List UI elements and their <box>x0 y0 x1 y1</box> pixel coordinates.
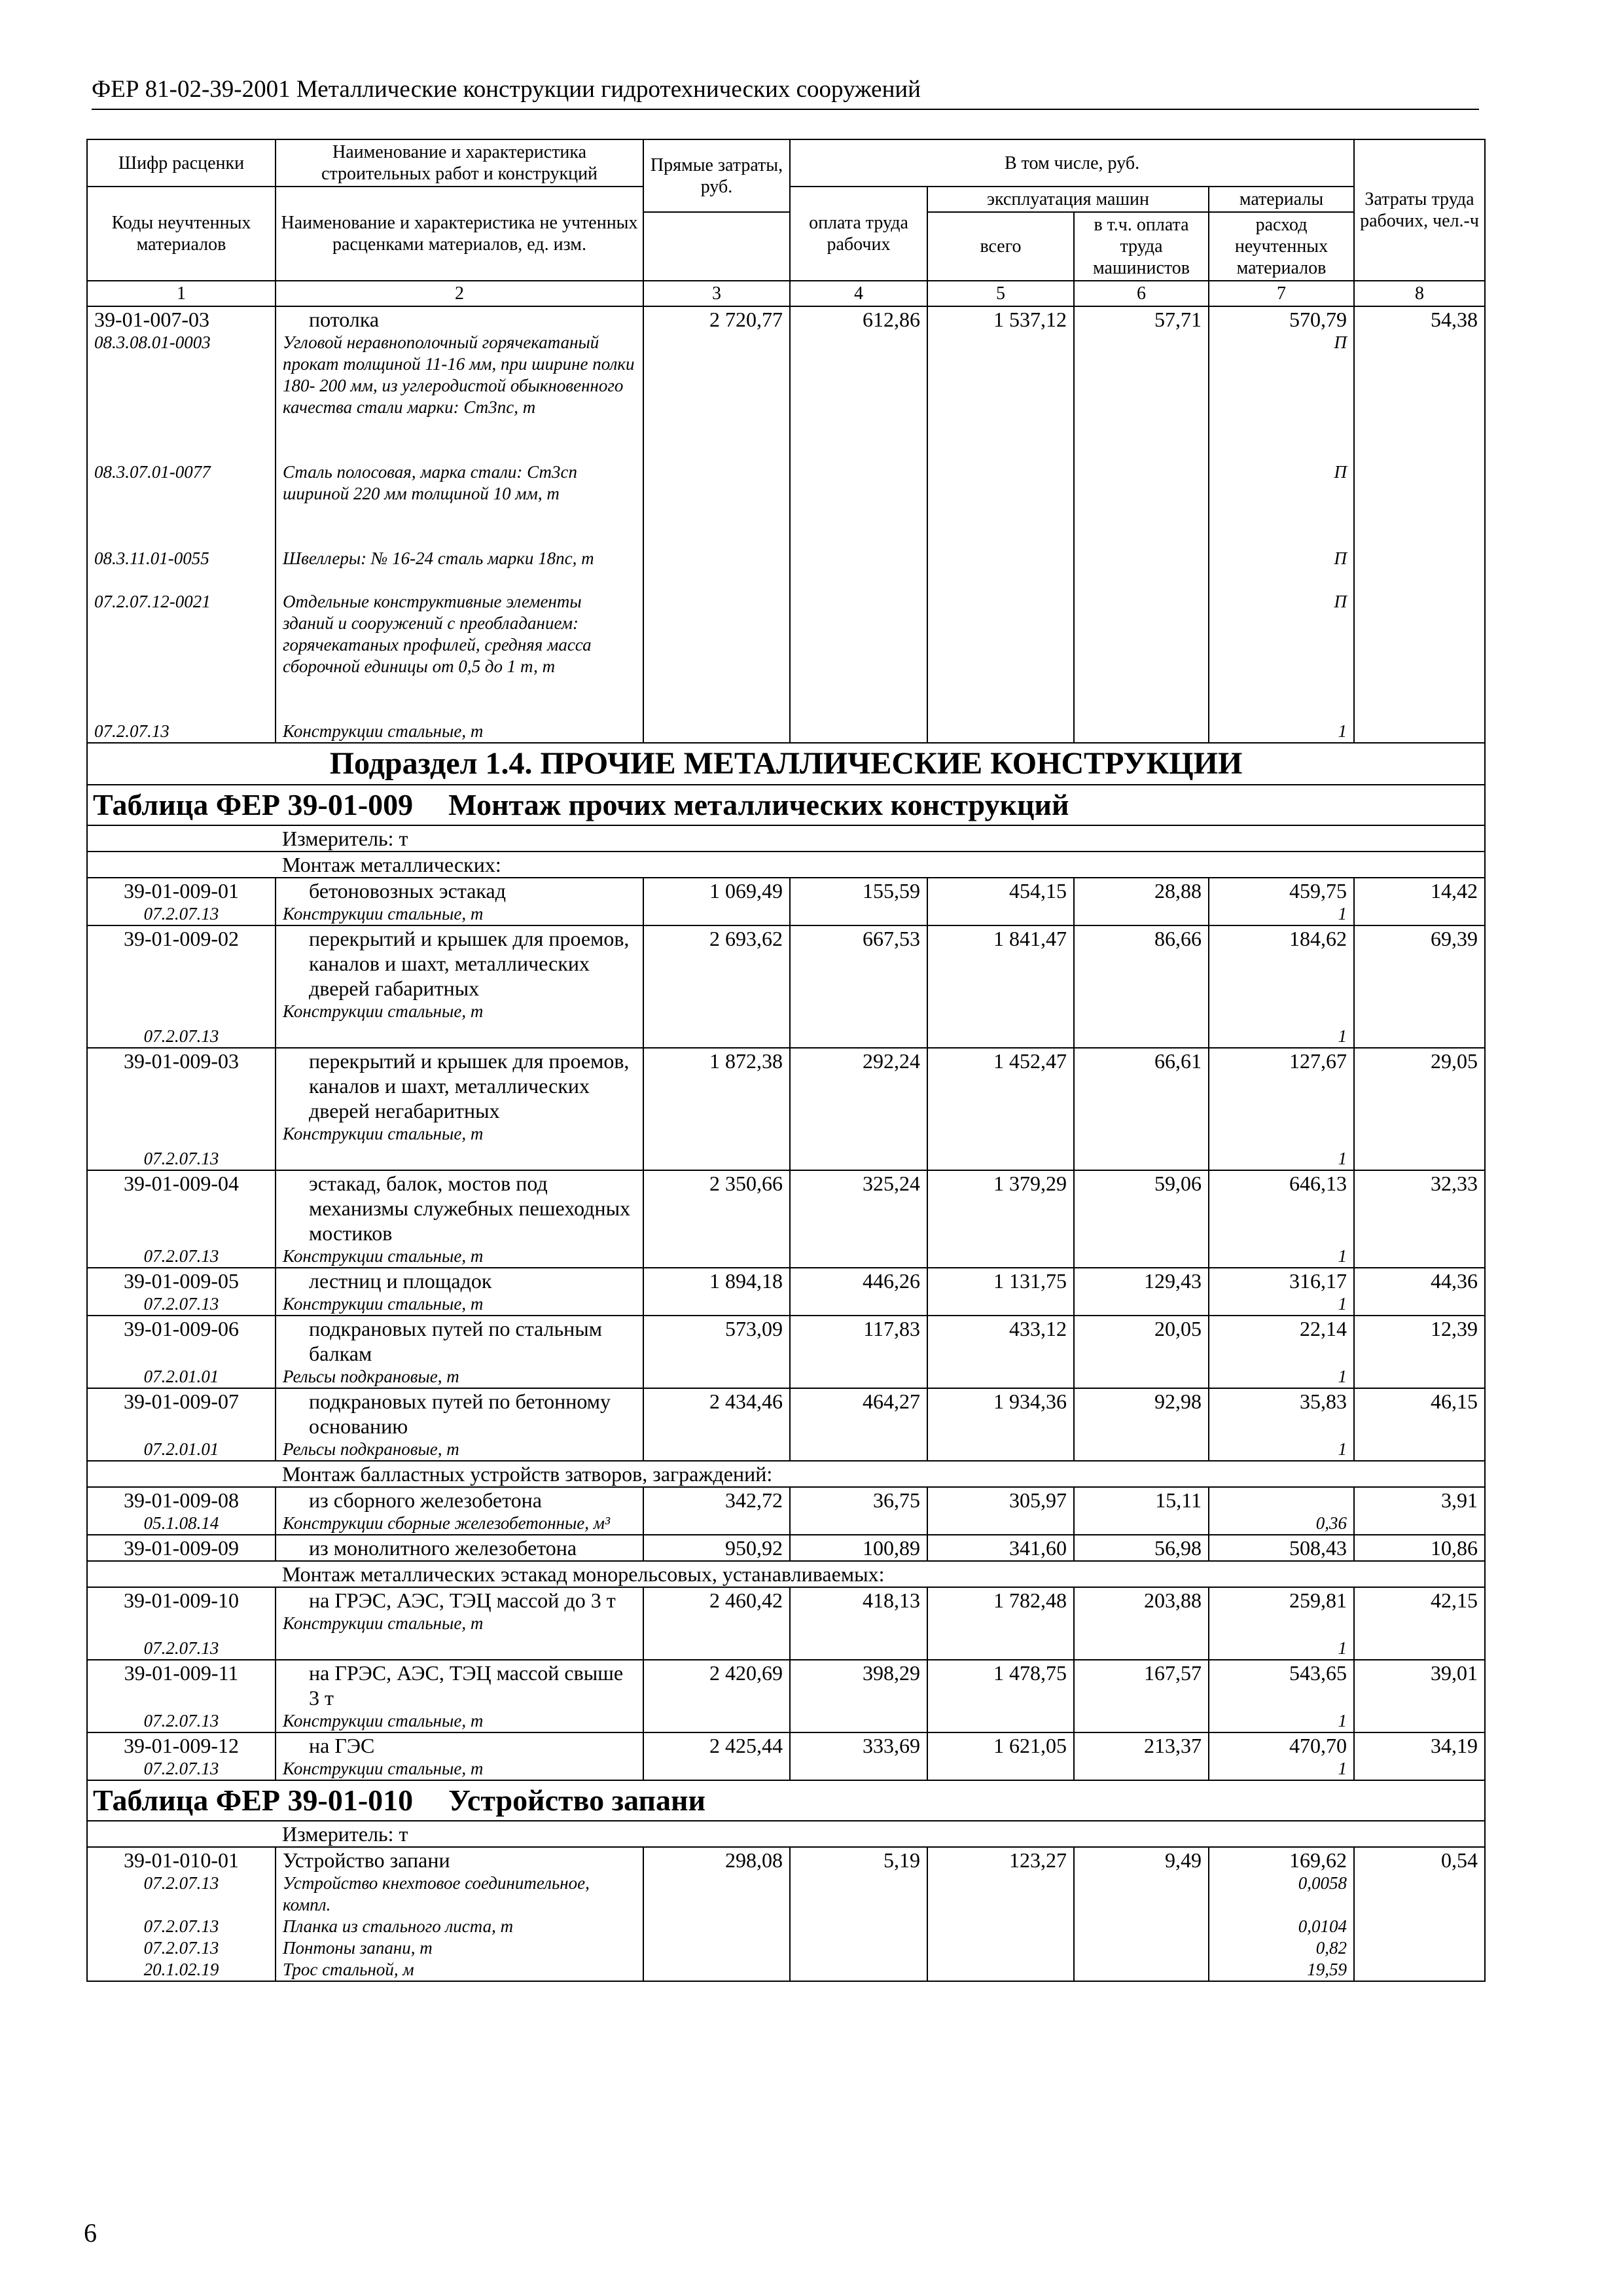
machines-total: 1 379,29 <box>927 1170 1074 1268</box>
col-name-unaccounted: Наименование и характеристика не учтенных расценками материалов, ед. изм. <box>276 187 643 281</box>
materials-cost: 543,65 <box>1289 1661 1347 1685</box>
rate-cell <box>87 878 276 925</box>
work-name: лестниц и площадок <box>309 1269 492 1293</box>
materials-cell <box>1209 1587 1354 1660</box>
labor-pay: 612,86 <box>790 306 927 743</box>
rate-cell <box>87 306 276 743</box>
machines-total: 1 621,05 <box>927 1732 1074 1780</box>
materials-cell <box>1209 878 1354 925</box>
machines-total: 1 782,48 <box>927 1587 1074 1660</box>
rate-code: 39-01-009-03 <box>124 1049 239 1073</box>
col-num: 1 <box>87 281 276 306</box>
machinist-pay: 59,06 <box>1074 1170 1209 1268</box>
materials-cost: 316,17 <box>1289 1269 1347 1293</box>
table-row <box>87 878 1485 925</box>
material-code: 07.2.07.13 <box>143 1873 219 1893</box>
name-cell <box>276 925 643 1048</box>
rate-cell <box>87 1847 276 1981</box>
blank-cell <box>87 1561 276 1587</box>
direct-cost: 2 720,77 <box>643 306 790 743</box>
material-name: Конструкции стальные, т <box>283 1246 484 1266</box>
name-cell <box>276 1487 643 1535</box>
material-code: 08.3.08.01-0003 <box>94 332 211 352</box>
labor-pay: 117,83 <box>790 1316 927 1388</box>
table-title <box>87 785 1485 825</box>
group-label: Монтаж балластных устройств затворов, заграждений: <box>276 1461 1485 1487</box>
machines-total: 433,12 <box>927 1316 1074 1388</box>
labor-hours: 46,15 <box>1354 1388 1485 1461</box>
machines-total: 1 452,47 <box>927 1048 1074 1170</box>
labor-hours: 0,54 <box>1354 1847 1485 1981</box>
direct-cost: 2 693,62 <box>643 925 790 1048</box>
material-code: 07.2.07.13 <box>143 1916 219 1936</box>
material-qty: 0,0058 <box>1298 1873 1347 1893</box>
rate-code: 39-01-009-01 <box>124 879 239 903</box>
material-name: Конструкции сборные железобетонные, м³ <box>283 1513 611 1533</box>
page-number: 6 <box>84 2218 97 2248</box>
labor-hours: 10,86 <box>1354 1535 1485 1561</box>
work-name: перекрытий и крышек для проемов, каналов и шахт, металлических дверей габаритных <box>309 927 630 1000</box>
labor-pay: 464,27 <box>790 1388 927 1461</box>
direct-cost: 2 460,42 <box>643 1587 790 1660</box>
labor-hours: 12,39 <box>1354 1316 1485 1388</box>
rate-cell <box>87 1388 276 1461</box>
labor-hours: 44,36 <box>1354 1268 1485 1316</box>
material-qty: 0,0104 <box>1298 1916 1347 1936</box>
table-title-row <box>87 1780 1485 1821</box>
rate-cell <box>87 1170 276 1268</box>
work-name: потолка <box>309 308 380 331</box>
material-code: 20.1.02.19 <box>143 1960 219 1979</box>
materials-cost: 22,14 <box>1300 1317 1347 1340</box>
machines-total: 305,97 <box>927 1487 1074 1535</box>
rate-code: 39-01-009-05 <box>124 1269 239 1293</box>
direct-cost: 950,92 <box>643 1535 790 1561</box>
col-num: 4 <box>790 281 927 306</box>
labor-pay: 100,89 <box>790 1535 927 1561</box>
machinist-pay: 167,57 <box>1074 1660 1209 1732</box>
material-code: 07.2.01.01 <box>143 1439 219 1459</box>
table-code: Таблица ФЕР 39-01-009 <box>93 788 414 821</box>
name-cell <box>276 1847 643 1981</box>
material-name: Конструкции стальные, т <box>283 1711 484 1731</box>
col-direct-cont <box>643 212 790 281</box>
material-qty: 1 <box>1338 1294 1347 1314</box>
material-name: Конструкции стальные, т <box>283 1294 484 1314</box>
direct-cost: 2 350,66 <box>643 1170 790 1268</box>
table-row <box>87 1660 1485 1732</box>
material-qty: П <box>1334 332 1347 352</box>
materials-cell <box>1209 1388 1354 1461</box>
materials-cost: 570,79 <box>1289 308 1347 331</box>
table-row <box>87 1268 1485 1316</box>
name-cell <box>276 306 643 743</box>
table-row <box>87 1732 1485 1780</box>
machinist-pay: 57,71 <box>1074 306 1209 743</box>
labor-pay: 36,75 <box>790 1487 927 1535</box>
material-qty: П <box>1334 548 1347 568</box>
col-labor-pay: оплата труда рабочих <box>790 187 927 281</box>
material-name: Конструкции стальные, т <box>283 904 484 924</box>
work-name: из монолитного железобетона <box>309 1536 577 1560</box>
col-including: В том числе, руб. <box>790 139 1354 187</box>
direct-cost: 2 434,46 <box>643 1388 790 1461</box>
col-num: 6 <box>1074 281 1209 306</box>
material-name: Сталь полосовая, марка стали: Ст3сп шириной 220 мм толщиной 10 мм, т <box>283 462 577 503</box>
machines-total: 1 841,47 <box>927 925 1074 1048</box>
col-machinist-pay: в т.ч. оплата труда машинистов <box>1074 212 1209 281</box>
work-name: перекрытий и крышек для проемов, каналов и шахт, металлических дверей негабаритных <box>309 1049 630 1122</box>
material-name: Конструкции стальные, т <box>283 1759 484 1778</box>
machines-total: 1 934,36 <box>927 1388 1074 1461</box>
labor-hours: 34,19 <box>1354 1732 1485 1780</box>
material-qty: П <box>1334 592 1347 611</box>
work-name: бетоновозных эстакад <box>309 879 506 903</box>
materials-cell <box>1209 1316 1354 1388</box>
machines-total: 1 131,75 <box>927 1268 1074 1316</box>
material-code: 07.2.07.12-0021 <box>94 592 211 611</box>
table-title <box>87 1780 1485 1821</box>
blank-cell <box>87 852 276 878</box>
labor-hours: 29,05 <box>1354 1048 1485 1170</box>
table-row <box>87 1847 1485 1981</box>
material-name: Трос стальной, м <box>283 1960 414 1979</box>
direct-cost: 1 872,38 <box>643 1048 790 1170</box>
materials-cell <box>1209 1048 1354 1170</box>
labor-hours: 32,33 <box>1354 1170 1485 1268</box>
material-qty: 0,82 <box>1315 1938 1347 1958</box>
direct-cost: 2 425,44 <box>643 1732 790 1780</box>
machinist-pay: 20,05 <box>1074 1316 1209 1388</box>
col-num: 5 <box>927 281 1074 306</box>
labor-pay: 446,26 <box>790 1268 927 1316</box>
material-name: Конструкции стальные, т <box>283 1001 484 1021</box>
work-name: на ГЭС <box>309 1734 375 1757</box>
unit-label: Измеритель: т <box>276 1821 1485 1847</box>
material-code: 08.3.11.01-0055 <box>94 548 209 568</box>
labor-hours: 54,38 <box>1354 306 1485 743</box>
direct-cost: 1 894,18 <box>643 1268 790 1316</box>
machinist-pay: 203,88 <box>1074 1587 1209 1660</box>
table-row <box>87 1048 1485 1170</box>
blank-cell <box>87 825 276 852</box>
materials-cell <box>1209 1847 1354 1981</box>
material-name: Конструкции стальные, т <box>283 721 484 741</box>
material-name: Угловой неравнополочный горячекатаный прокат толщиной 11-16 мм, при ширине полки 180- 200 мм, из углеродистой обыкновенного качества стали марки: Ст3пс, т <box>283 332 635 417</box>
table-row <box>87 1170 1485 1268</box>
labor-hours: 3,91 <box>1354 1487 1485 1535</box>
material-code: 07.2.07.13 <box>143 1638 219 1658</box>
unit-label: Измеритель: т <box>276 825 1485 852</box>
material-qty: П <box>1334 462 1347 482</box>
table-row <box>87 1316 1485 1388</box>
machines-total: 1 478,75 <box>927 1660 1074 1732</box>
direct-cost: 2 420,69 <box>643 1660 790 1732</box>
labor-pay: 667,53 <box>790 925 927 1048</box>
material-code: 07.2.07.13 <box>143 1026 219 1046</box>
labor-pay: 325,24 <box>790 1170 927 1268</box>
table-row <box>87 925 1485 1048</box>
name-cell <box>276 1535 643 1561</box>
subsection-row <box>87 743 1485 785</box>
machinist-pay: 92,98 <box>1074 1388 1209 1461</box>
materials-cost: 459,75 <box>1289 879 1347 903</box>
col-num: 8 <box>1354 281 1485 306</box>
rate-code: 39-01-009-12 <box>124 1734 239 1757</box>
column-numbers-row <box>87 281 1485 306</box>
table-title-row <box>87 785 1485 825</box>
col-num: 3 <box>643 281 790 306</box>
material-qty: 1 <box>1338 904 1347 924</box>
rate-code: 39-01-009-08 <box>124 1488 239 1512</box>
labor-pay: 155,59 <box>790 878 927 925</box>
rate-cell <box>87 1048 276 1170</box>
materials-cost: 646,13 <box>1289 1172 1347 1195</box>
work-name: на ГРЭС, АЭС, ТЭЦ массой до 3 т <box>309 1588 616 1612</box>
work-name: Устройство запани <box>283 1848 450 1872</box>
blank-cell <box>87 1821 276 1847</box>
machinist-pay: 56,98 <box>1074 1535 1209 1561</box>
material-qty: 1 <box>1338 721 1347 741</box>
col-num: 2 <box>276 281 643 306</box>
material-code: 07.2.01.01 <box>143 1367 219 1386</box>
table-name: Монтаж прочих металлических конструкций <box>448 788 1069 821</box>
rate-code: 39-01-007-03 <box>94 308 209 331</box>
rate-cell <box>87 1487 276 1535</box>
col-materials-unacc: расход неучтенных материалов <box>1209 212 1354 281</box>
material-name: Рельсы подкрановые, т <box>283 1439 459 1459</box>
labor-hours: 42,15 <box>1354 1587 1485 1660</box>
rate-code: 39-01-009-06 <box>124 1317 239 1340</box>
material-name: Отдельные конструктивные элементы зданий и сооружений с преобладанием: горячекатаных профилей, средняя масса сборочной единицы от 0,5 до 1 т, т <box>283 592 592 676</box>
machines-total: 123,27 <box>927 1847 1074 1981</box>
materials-cell <box>1209 1170 1354 1268</box>
table-name: Устройство запани <box>448 1784 706 1817</box>
work-name: подкрановых путей по стальным балкам <box>309 1317 603 1365</box>
material-qty: 0,36 <box>1315 1513 1347 1533</box>
material-code: 07.2.07.13 <box>143 1938 219 1958</box>
direct-cost: 298,08 <box>643 1847 790 1981</box>
unit-row <box>87 825 1485 852</box>
material-qty: 19,59 <box>1307 1960 1347 1979</box>
table-row <box>87 1487 1485 1535</box>
material-code: 07.2.07.13 <box>143 1711 219 1731</box>
labor-pay: 333,69 <box>790 1732 927 1780</box>
name-cell <box>276 1587 643 1660</box>
rate-code: 39-01-009-04 <box>124 1172 239 1195</box>
direct-cost: 342,72 <box>643 1487 790 1535</box>
material-qty: 1 <box>1338 1149 1347 1168</box>
material-qty: 1 <box>1338 1026 1347 1046</box>
group-label: Монтаж металлических: <box>276 852 1485 878</box>
material-code: 07.2.07.13 <box>94 721 169 741</box>
unit-row <box>87 1821 1485 1847</box>
table-row <box>87 306 1485 743</box>
materials-cost: 508,43 <box>1209 1535 1354 1561</box>
materials-cost: 169,62 <box>1289 1848 1347 1872</box>
material-code: 07.2.07.13 <box>143 1294 219 1314</box>
labor-hours: 69,39 <box>1354 925 1485 1048</box>
machinist-pay: 15,11 <box>1074 1487 1209 1535</box>
page-header: ФЕР 81-02-39-2001 Металлические конструкции гидротехнических сооружений <box>92 73 1479 110</box>
material-code: 07.2.07.13 <box>143 1149 219 1168</box>
col-machines: эксплуатация машин <box>927 187 1209 212</box>
rate-cell <box>87 1732 276 1780</box>
machinist-pay: 66,61 <box>1074 1048 1209 1170</box>
materials-cost <box>1216 1488 1347 1513</box>
labor-hours: 14,42 <box>1354 878 1485 925</box>
machinist-pay: 213,37 <box>1074 1732 1209 1780</box>
machines-total: 454,15 <box>927 878 1074 925</box>
rate-cell <box>87 925 276 1048</box>
materials-cell <box>1209 925 1354 1048</box>
labor-hours: 39,01 <box>1354 1660 1485 1732</box>
col-codes: Коды неучтенных материалов <box>87 187 276 281</box>
col-machines-total: всего <box>927 212 1074 281</box>
work-name: на ГРЭС, АЭС, ТЭЦ массой свыше 3 т <box>309 1661 624 1710</box>
name-cell <box>276 1732 643 1780</box>
materials-cost: 470,70 <box>1289 1734 1347 1757</box>
material-name: Швеллеры: № 16-24 сталь марки 18пс, т <box>283 548 594 568</box>
material-name: Конструкции стальные, т <box>283 1613 484 1633</box>
subsection-title: Подраздел 1.4. ПРОЧИЕ МЕТАЛЛИЧЕСКИЕ КОНСТРУКЦИИ <box>87 743 1485 785</box>
rate-cell <box>87 1268 276 1316</box>
machines-total: 341,60 <box>927 1535 1074 1561</box>
material-code: 07.2.07.13 <box>143 1759 219 1778</box>
labor-pay: 398,29 <box>790 1660 927 1732</box>
materials-cost: 127,67 <box>1289 1049 1347 1073</box>
machines-total: 1 537,12 <box>927 306 1074 743</box>
header-row-1 <box>87 139 1485 187</box>
material-qty: 1 <box>1338 1638 1347 1658</box>
materials-cell <box>1209 1732 1354 1780</box>
work-name: подкрановых путей по бетонному основанию <box>309 1390 611 1438</box>
group-row <box>87 852 1485 878</box>
col-labor: Затраты труда рабочих, чел.-ч <box>1354 139 1485 281</box>
table-row <box>87 1587 1485 1660</box>
material-qty: 1 <box>1338 1439 1347 1459</box>
name-cell <box>276 1268 643 1316</box>
work-name: из сборного железобетона <box>309 1488 542 1512</box>
col-num: 7 <box>1209 281 1354 306</box>
machinist-pay: 129,43 <box>1074 1268 1209 1316</box>
name-cell <box>276 1316 643 1388</box>
materials-cost: 184,62 <box>1289 927 1347 950</box>
material-qty: 1 <box>1338 1711 1347 1731</box>
name-cell <box>276 1048 643 1170</box>
material-code: 08.3.07.01-0077 <box>94 462 211 482</box>
table-row <box>87 1535 1485 1561</box>
rate-code: 39-01-009-02 <box>124 927 239 950</box>
group-label: Монтаж металлических эстакад монорельсовых, устанавливаемых: <box>276 1561 1485 1587</box>
name-cell <box>276 1388 643 1461</box>
rate-code: 39-01-009-09 <box>87 1535 276 1561</box>
materials-cell <box>1209 1268 1354 1316</box>
material-name: Устройство кнехтовое соединительное, компл. <box>283 1873 590 1914</box>
material-name: Планка из стального листа, т <box>283 1916 514 1936</box>
rate-cell <box>87 1316 276 1388</box>
machinist-pay: 86,66 <box>1074 925 1209 1048</box>
rate-code: 39-01-009-07 <box>124 1390 239 1413</box>
col-name: Наименование и характеристика строительных работ и конструкций <box>276 139 643 187</box>
rate-code: 39-01-009-11 <box>124 1661 239 1685</box>
materials-cost: 259,81 <box>1289 1588 1347 1612</box>
labor-pay: 5,19 <box>790 1847 927 1981</box>
group-row <box>87 1461 1485 1487</box>
material-code: 05.1.08.14 <box>143 1513 219 1533</box>
col-cipher: Шифр расценки <box>87 139 276 187</box>
material-qty: 1 <box>1338 1246 1347 1266</box>
rate-code: 39-01-010-01 <box>124 1848 239 1872</box>
table-row <box>87 1388 1485 1461</box>
name-cell <box>276 1660 643 1732</box>
labor-pay: 418,13 <box>790 1587 927 1660</box>
materials-cell <box>1209 306 1354 743</box>
col-direct: Прямые затраты, руб. <box>643 139 790 212</box>
group-row <box>87 1561 1485 1587</box>
material-qty: 1 <box>1338 1367 1347 1386</box>
materials-cell <box>1209 1660 1354 1732</box>
material-code: 07.2.07.13 <box>143 1246 219 1266</box>
price-table <box>86 139 1486 1982</box>
direct-cost: 1 069,49 <box>643 878 790 925</box>
materials-cell <box>1209 1487 1354 1535</box>
work-name: эстакад, балок, мостов под механизмы служебных пешеходных мостиков <box>309 1172 631 1245</box>
rate-cell <box>87 1660 276 1732</box>
material-code: 07.2.07.13 <box>143 904 219 924</box>
direct-cost: 573,09 <box>643 1316 790 1388</box>
materials-cost: 35,83 <box>1300 1390 1347 1413</box>
machinist-pay: 28,88 <box>1074 878 1209 925</box>
rate-code: 39-01-009-10 <box>124 1588 239 1612</box>
material-name: Понтоны запани, т <box>283 1938 433 1958</box>
rate-cell <box>87 1587 276 1660</box>
table-code: Таблица ФЕР 39-01-010 <box>93 1784 414 1817</box>
material-qty: 1 <box>1338 1759 1347 1778</box>
name-cell <box>276 878 643 925</box>
blank-cell <box>87 1461 276 1487</box>
labor-pay: 292,24 <box>790 1048 927 1170</box>
machinist-pay: 9,49 <box>1074 1847 1209 1981</box>
material-name: Конструкции стальные, т <box>283 1124 484 1143</box>
name-cell <box>276 1170 643 1268</box>
material-name: Рельсы подкрановые, т <box>283 1367 459 1386</box>
col-materials: материалы <box>1209 187 1354 212</box>
